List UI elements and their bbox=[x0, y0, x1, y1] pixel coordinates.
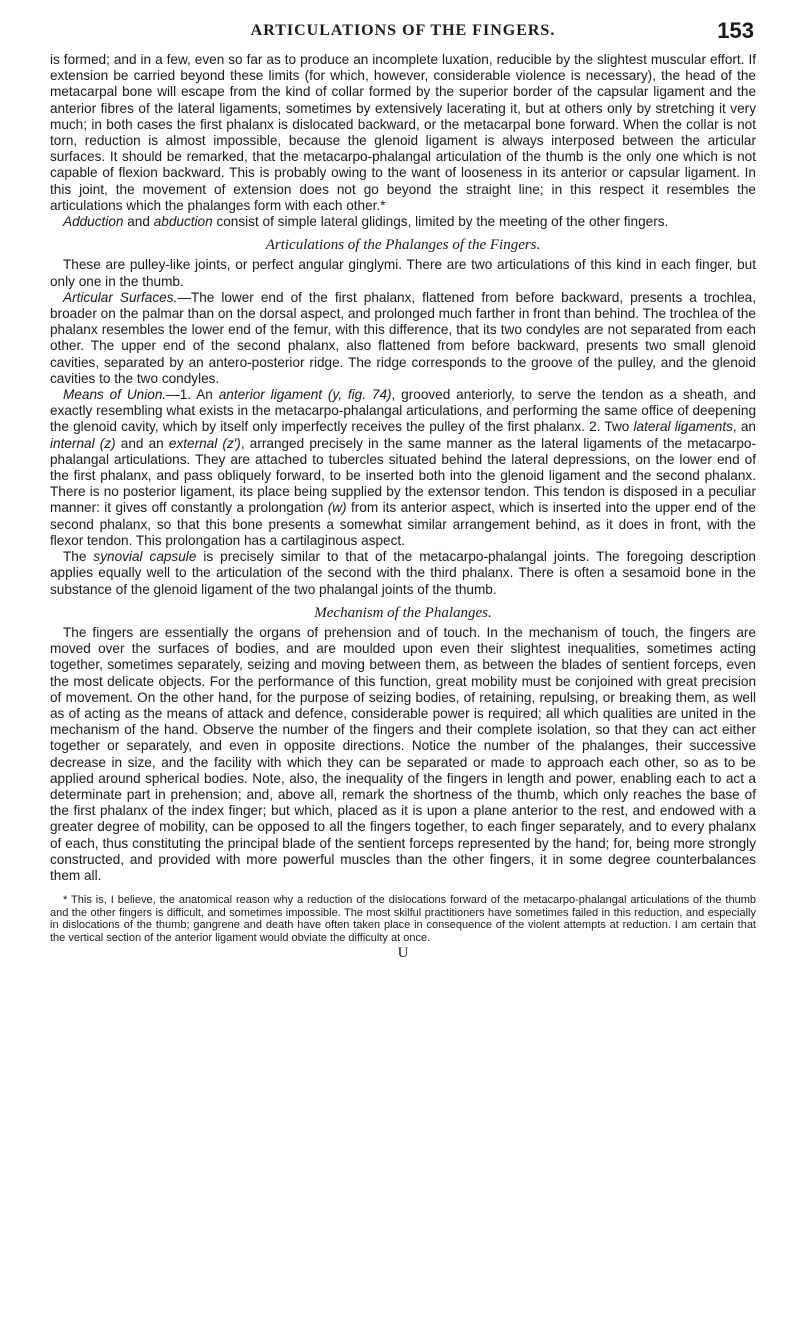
heading-mechanism: Mechanism of the Phalanges. bbox=[314, 604, 492, 621]
ref-z: (z) bbox=[94, 435, 116, 451]
text-articular-surfaces: —The lower end of the first phalanx, flattened from before backward, presents a trochlea, broader on the palmar than on the dorsal aspect, and prolonged much farther in front than behind. The trochlea of the phalanx resembles the lower end of the femur, with this difference, that its two condyles are not separated from each other. The upper end of the second phalanx, also flattened from before backward, presents two small glenoid cavities, separated by an antero-posterior ridge. The ridge corresponds to the groove of the pulley, and the glenoid cavities to the two condyles. bbox=[50, 289, 757, 386]
term-anterior-ligament: anterior ligament bbox=[218, 387, 323, 403]
running-title: ARTICULATIONS OF THE FINGERS. bbox=[250, 22, 556, 39]
paragraph-pulley-joints: These are pulley-like joints, or perfect angular ginglymi. There are two articulations of this kind in each finger, but only one in the thumb. bbox=[50, 257, 756, 289]
paragraph-adduction bbox=[50, 214, 756, 230]
term-adduction: Adduction bbox=[63, 214, 124, 230]
text-union-1b: , grooved anteriorly, to serve the tendon as a sheath, and exactly resembling what exists in the metacarpo-phalangal articulations, and performing the same office of deepening the glenoid cavity, which by itself only imperfectly receives the pulley of the first phalanx. 2. Two bbox=[50, 387, 756, 435]
footnote: * This is, I believe, the anatomical reason why a reduction of the dislocations forward of the metacarpo-phalangal articulations of the thumb and the other fingers is difficult, and sometimes impossible. The most skilful practitioners have sometimes failed in this reduction, and especially in dislocations of the thumb; gangrene and death have often taken place in consequence of the violent attempts at reduction. I am certain that the vertical section of the anterior ligament would obviate the difficulty at once. bbox=[50, 894, 756, 944]
text-union-2c: , arranged precisely in the same manner as the lateral ligaments of the metacarpo-phalangal articulations. They are attached to tubercles situated behind the lateral depressions, on the lower end of the first phalanx, and pass obliquely forward, to be inserted both into the glenoid ligament and the second phalanx. There is no posterior ligament, its place being supplied by the extensor tendon. This tendon is disposed in a peculiar manner: it gives off constantly a prolongation bbox=[50, 435, 756, 516]
term-abduction: abduction bbox=[153, 214, 213, 230]
body-text bbox=[50, 52, 756, 884]
text-synovial-b: is precisely similar to that of the metacarpo-phalangal joints. The foregoing description applies equally well to the articulation of the second with the third phalanx. There is often a sesamoid bone in the substance of the glenoid ligament of the two phalangal joints of the thumb. bbox=[50, 549, 756, 597]
text-union-2b: and an bbox=[115, 435, 169, 451]
paragraph-synovial-capsule bbox=[50, 549, 756, 598]
running-head bbox=[50, 18, 756, 52]
text-synovial-a: The bbox=[63, 549, 94, 565]
page-number: 153 bbox=[717, 18, 754, 43]
heading-articulations-phalanges: Articulations of the Phalanges of the Fingers. bbox=[265, 237, 541, 254]
paragraph-mechanism: The fingers are essentially the organs of prehension and of touch. In the mechanism of touch, the fingers are moved over the surfaces of bodies, and are moulded upon even their slightest inequalities, sometimes acting together, sometimes separately, seizing and moving between them, as between the blades of sentient forceps, even the most delicate objects. For the performance of this function, great mobility must be conjoined with great precision of movement. On the other hand, for the purpose of seizing bodies, of retaining, repulsing, or breaking them, as well as of acting as the means of attack and defence, considerable power is required; all which qualities are united in the mechanism of the hand. Observe the number of the fingers and their complete isolation, so that they can act either together or separately, and even in opposite directions. Notice the number of the phalanges, their successive decrease in size, and the facility with which they can be separated or made to approach each other, so as to be applied around spherical bodies. Note, also, the inequality of the fingers in length and power, enabling each to act a determinate part in prehension; and, above all, remark the shortness of the thumb, which only reaches the base of the first phalanx of the index finger; but which, placed as it is upon a plane anterior to the rest, and endowed with a greater degree of mobility, can be opposed to all the fingers together, to each finger separately, and to every phalanx of each, thus constituting the principal blade of the sentient forceps represented by the hand; for, being more strongly constructed, and provided with more powerful muscles than the other fingers, it in some degree counterbalances them all. bbox=[50, 624, 756, 883]
ref-z-prime: (z′) bbox=[217, 435, 241, 451]
text-union-1a: —1. An bbox=[166, 387, 219, 403]
text-adduction-rest: consist of simple lateral glidings, limited by the meeting of the other fingers. bbox=[212, 214, 669, 230]
term-articular-surfaces: Articular Surfaces. bbox=[63, 289, 178, 305]
term-synovial-capsule: synovial capsule bbox=[93, 549, 197, 565]
signature-mark: U bbox=[397, 944, 409, 961]
text-union-2d: from its anterior aspect, which is inserted into the upper end of the second phalanx, so that this bone presents a somewhat similar arrangement behind, as it does in front, with the flexor tendon. This prolongation has a cartilaginous aspect. bbox=[50, 500, 756, 548]
ref-fig-74: (y, fig. 74) bbox=[322, 387, 392, 403]
term-internal: internal bbox=[50, 435, 95, 451]
term-lateral-ligaments: lateral ligaments bbox=[633, 419, 733, 435]
paragraph-extension: is formed; and in a few, even so far as to produce an incomplete luxation, reducible by the slightest muscular effort. If extension be carried beyond these limits (for which, however, considerable violence is necessary), the head of the metacarpal bone will escape from the kind of collar formed by the superior border of the capsular ligament and the anterior fibres of the lateral ligaments, sometimes by extensively lacerating it, but at others only by stretching it very much; in both cases the first phalanx is dislocated backward, or the metacarpal bone forward. When the collar is not torn, reduction is almost impossible, because the glenoid ligament is always interposed between the articular surfaces. It should be remarked, that the metacarpo-phalangal articulation of the thumb is the only one which is not capable of flexion backward. This is probably owing to the want of looseness in its anterior or capsular ligament. In this joint, the movement of extension does not go beyond the straight line; in this respect it resembles the articulations which the phalanges form with each other.* bbox=[50, 52, 756, 213]
term-external: external bbox=[168, 435, 218, 451]
paragraph-articular-surfaces bbox=[50, 290, 756, 387]
text-union-2a: , an bbox=[732, 419, 756, 435]
term-means-of-union: Means of Union. bbox=[63, 387, 167, 403]
paragraph-means-of-union bbox=[50, 387, 756, 549]
ref-w: (w) bbox=[323, 500, 347, 516]
text-and: and bbox=[123, 214, 154, 230]
